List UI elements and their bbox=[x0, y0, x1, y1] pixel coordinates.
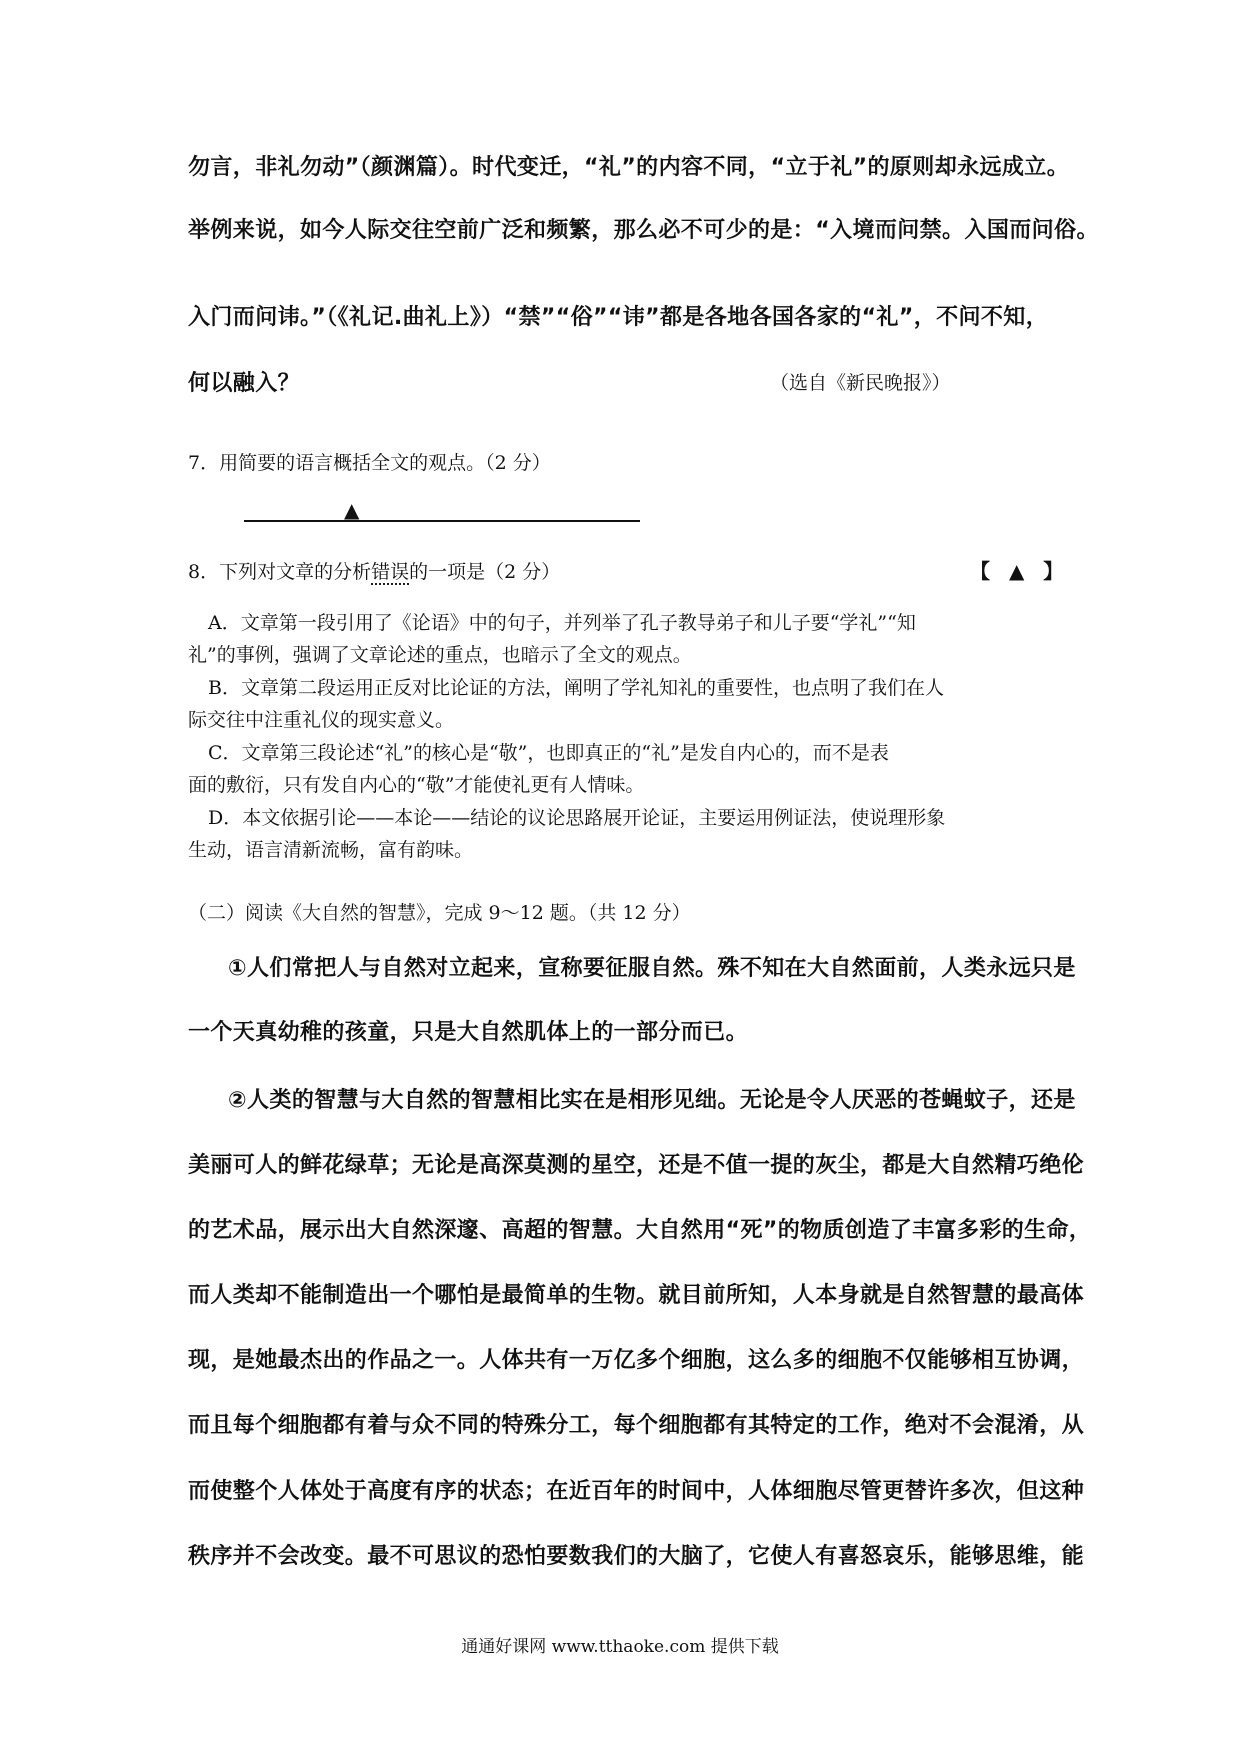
option-d-cont: 生动，语言清新流畅，富有韵味。 bbox=[188, 839, 474, 861]
question-8-prefix: 8．下列对文章的分析 bbox=[188, 561, 372, 583]
question-8 bbox=[188, 557, 1068, 584]
answer-triangle-icon: ▲ bbox=[344, 498, 360, 522]
question-8-suffix: 的一项是（2 分） bbox=[409, 561, 561, 583]
option-a-cont: 礼”的事例，强调了文章论述的重点，也暗示了全文的观点。 bbox=[188, 644, 692, 666]
answer-line bbox=[244, 520, 640, 522]
paragraph-1: ①人们常把人与自然对立起来，宣称要征服自然。殊不知在大自然面前，人类永远只是 bbox=[228, 956, 1076, 981]
section-heading: （二）阅读《大自然的智慧》，完成 9～12 题。（共 12 分） bbox=[188, 902, 691, 924]
option-d: D．本文依据引论——本论——结论的议论思路展开论证，主要运用例证法，使说理形象 bbox=[208, 807, 946, 829]
answer-bracket: 【 ▲ 】 bbox=[970, 559, 1070, 583]
paragraph-2-line: 现，是她最杰出的作品之一。人体共有一万亿多个细胞，这么多的细胞不仅能够相互协调， bbox=[188, 1348, 1085, 1373]
passage-line: 何以融入？ bbox=[188, 371, 301, 396]
option-b-cont: 际交往中注重礼仪的现实意义。 bbox=[188, 709, 455, 731]
question-7: 7．用简要的语言概括全文的观点。（2 分） bbox=[188, 452, 551, 474]
source-citation: （选自《新民晚报》） bbox=[770, 372, 951, 394]
option-c: C．文章第三段论述“礼”的核心是“敬”，也即真正的“礼”是发自内心的，而不是表 bbox=[208, 742, 889, 764]
page-footer: 通通好课网 www.tthaoke.com 提供下载 bbox=[461, 1637, 779, 1657]
question-8-emphasis: 错误 bbox=[371, 561, 410, 583]
paragraph-2-line: 美丽可人的鲜花绿草；无论是高深莫测的星空，还是不值一提的灰尘，都是大自然精巧绝伦 bbox=[188, 1153, 1085, 1178]
paragraph-2-line: 而且每个细胞都有着与众不同的特殊分工，每个细胞都有其特定的工作，绝对不会混淆，从 bbox=[188, 1413, 1085, 1438]
option-c-cont: 面的敷衍，只有发自内心的“敬”才能使礼更有人情味。 bbox=[188, 774, 645, 796]
passage-line: 勿言，非礼勿动”（颜渊篇）。时代变迁，“礼”的内容不同，“立于礼”的原则却永远成立。 bbox=[188, 155, 1070, 180]
option-b: B．文章第二段运用正反对比论证的方法，阐明了学礼知礼的重要性，也点明了我们在人 bbox=[208, 677, 944, 699]
option-a: A．文章第一段引用了《论语》中的句子，并列举了孔子教导弟子和儿子要“学礼”“知 bbox=[208, 612, 916, 634]
paragraph-2-line: 而使整个人体处于高度有序的状态；在近百年的时间中，人体细胞尽管更替许多次，但这种 bbox=[188, 1479, 1085, 1504]
passage-line: 入门而问讳。”（《礼记.曲礼上》）“禁”“俗”“讳”都是各地各国各家的“礼”，不问不知， bbox=[188, 305, 1049, 330]
passage-line: 举例来说，如今人际交往空前广泛和频繁，那么必不可少的是：“入境而问禁。入国而问俗。 bbox=[188, 218, 1099, 243]
paragraph-1-cont: 一个天真幼稚的孩童，只是大自然肌体上的一部分而已。 bbox=[188, 1020, 749, 1045]
paragraph-2-line: 的艺术品，展示出大自然深邃、高超的智慧。大自然用“死”的物质创造了丰富多彩的生命， bbox=[188, 1218, 1092, 1243]
paragraph-2-line: 而人类却不能制造出一个哪怕是最简单的生物。就目前所知，人本身就是自然智慧的最高体 bbox=[188, 1283, 1085, 1308]
paragraph-2: ②人类的智慧与大自然的智慧相比实在是相形见绌。无论是令人厌恶的苍蝇蚊子，还是 bbox=[228, 1088, 1076, 1113]
paragraph-2-line: 秩序并不会改变。最不可思议的恐怕要数我们的大脑了，它使人有喜怒哀乐，能够思维，能 bbox=[188, 1544, 1085, 1569]
